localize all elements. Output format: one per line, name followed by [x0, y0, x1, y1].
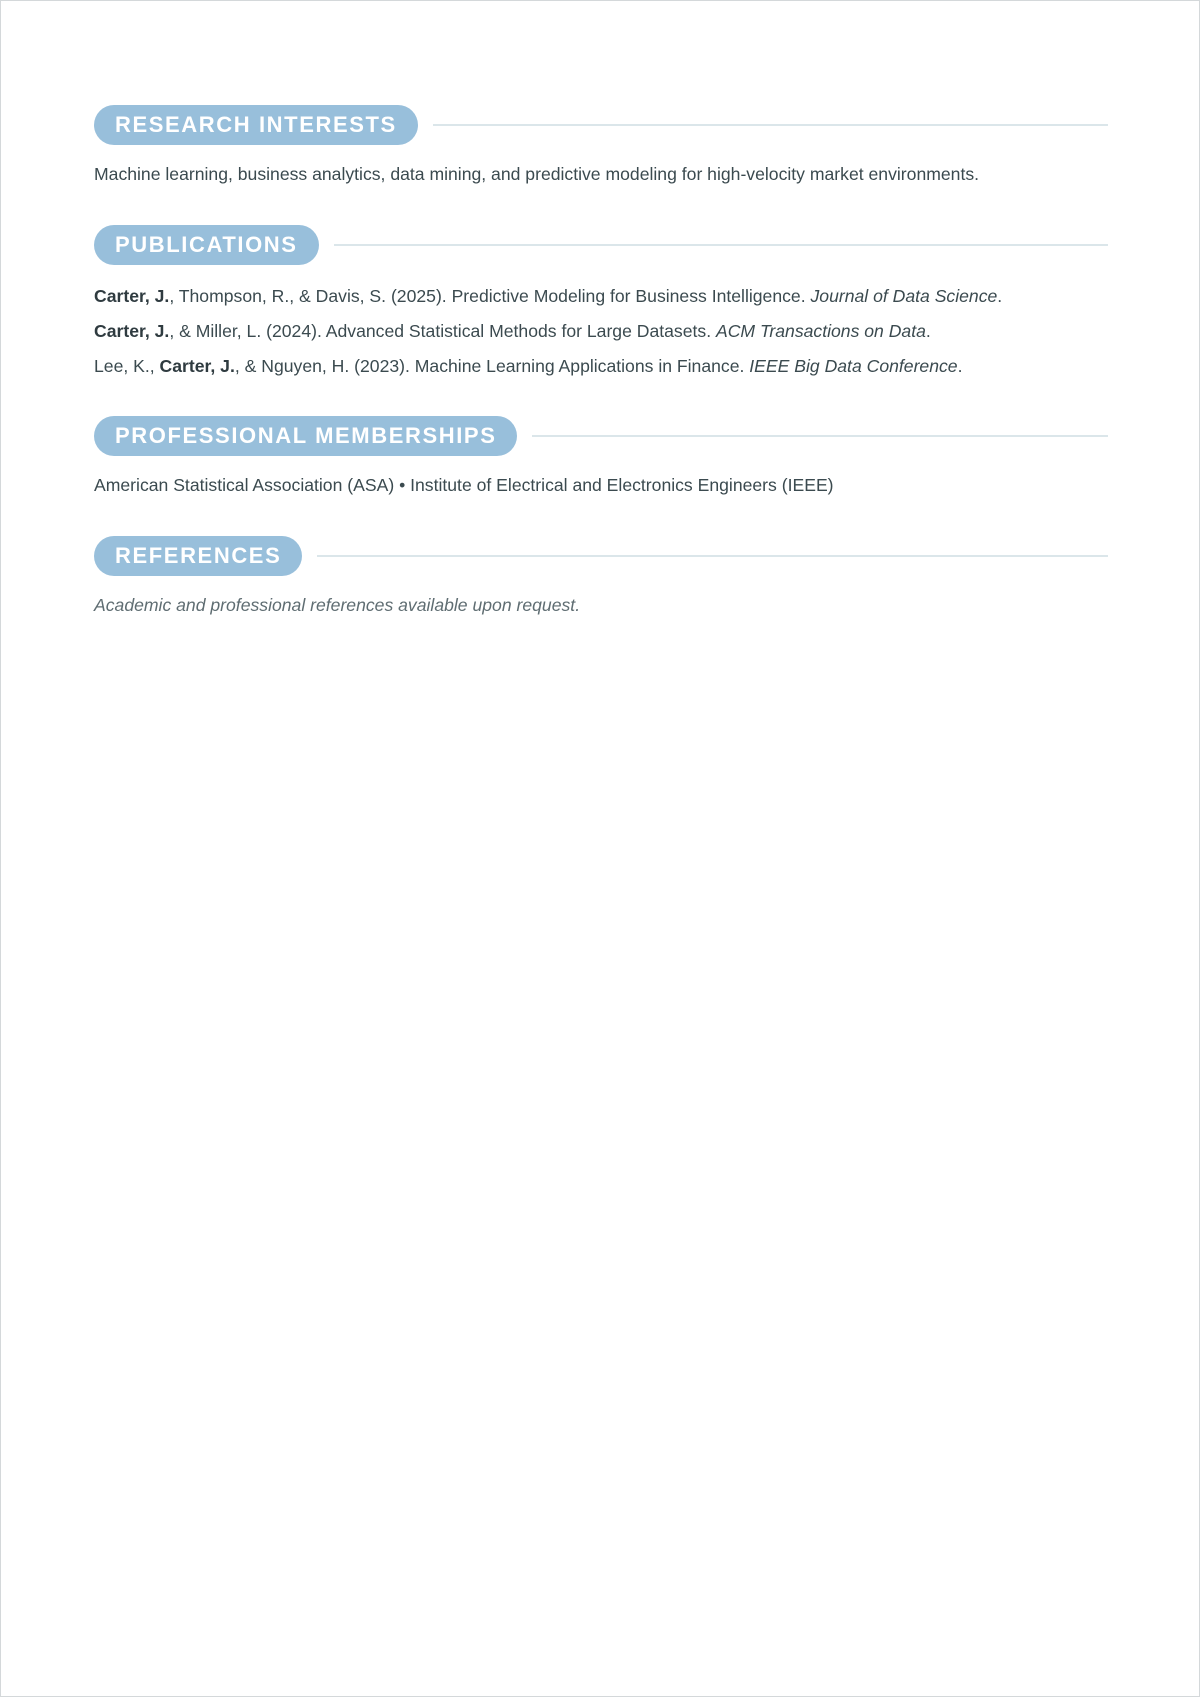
section-title: RESEARCH INTERESTS [94, 105, 418, 145]
publication-author-highlight: Carter, J. [94, 286, 170, 306]
publication-venue: Journal of Data Science [810, 286, 998, 306]
publication-end: . [957, 356, 963, 376]
publication-details: , Thompson, R., & Davis, S. (2025). Predictive Modeling for Business Intelligence. [169, 286, 811, 306]
publication-author-highlight: Carter, J. [159, 356, 235, 376]
section-title: REFERENCES [94, 536, 302, 576]
section-title: PROFESSIONAL MEMBERSHIPS [94, 416, 517, 456]
section-header [94, 536, 1108, 576]
memberships-text: American Statistical Association (ASA) • Institute of Electrical and Electronics Engineers (IEEE) [94, 475, 834, 495]
research-interests-section [94, 105, 1108, 192]
publication-item [94, 349, 1108, 384]
references-section [94, 536, 1108, 623]
publications-section [94, 225, 1108, 384]
professional-memberships-section [94, 416, 1108, 503]
publication-list [94, 279, 1108, 384]
references-note: Academic and professional references available upon request. [94, 595, 581, 615]
publication-lead-authors: Lee, K., [94, 356, 160, 376]
section-header [94, 225, 1108, 265]
publication-details: , & Miller, L. (2024). Advanced Statistical Methods for Large Datasets. [169, 321, 716, 341]
section-divider [532, 435, 1108, 437]
section-divider [334, 244, 1108, 246]
section-header [94, 105, 1108, 145]
publication-venue: ACM Transactions on Data [715, 321, 926, 341]
publication-details: , & Nguyen, H. (2023). Machine Learning Applications in Finance. [234, 356, 750, 376]
section-header [94, 416, 1108, 456]
publication-end: . [997, 286, 1003, 306]
publication-end: . [925, 321, 931, 341]
section-divider [317, 555, 1108, 557]
publication-item [94, 279, 1108, 314]
section-title: PUBLICATIONS [94, 225, 319, 265]
publication-author-highlight: Carter, J. [94, 321, 170, 341]
publication-item [94, 314, 1108, 349]
publication-venue: IEEE Big Data Conference [749, 356, 958, 376]
section-divider [433, 124, 1108, 126]
research-interests-text: Machine learning, business analytics, data mining, and predictive modeling for high-velocity market environments. [94, 164, 980, 184]
resume-content [94, 105, 1108, 623]
